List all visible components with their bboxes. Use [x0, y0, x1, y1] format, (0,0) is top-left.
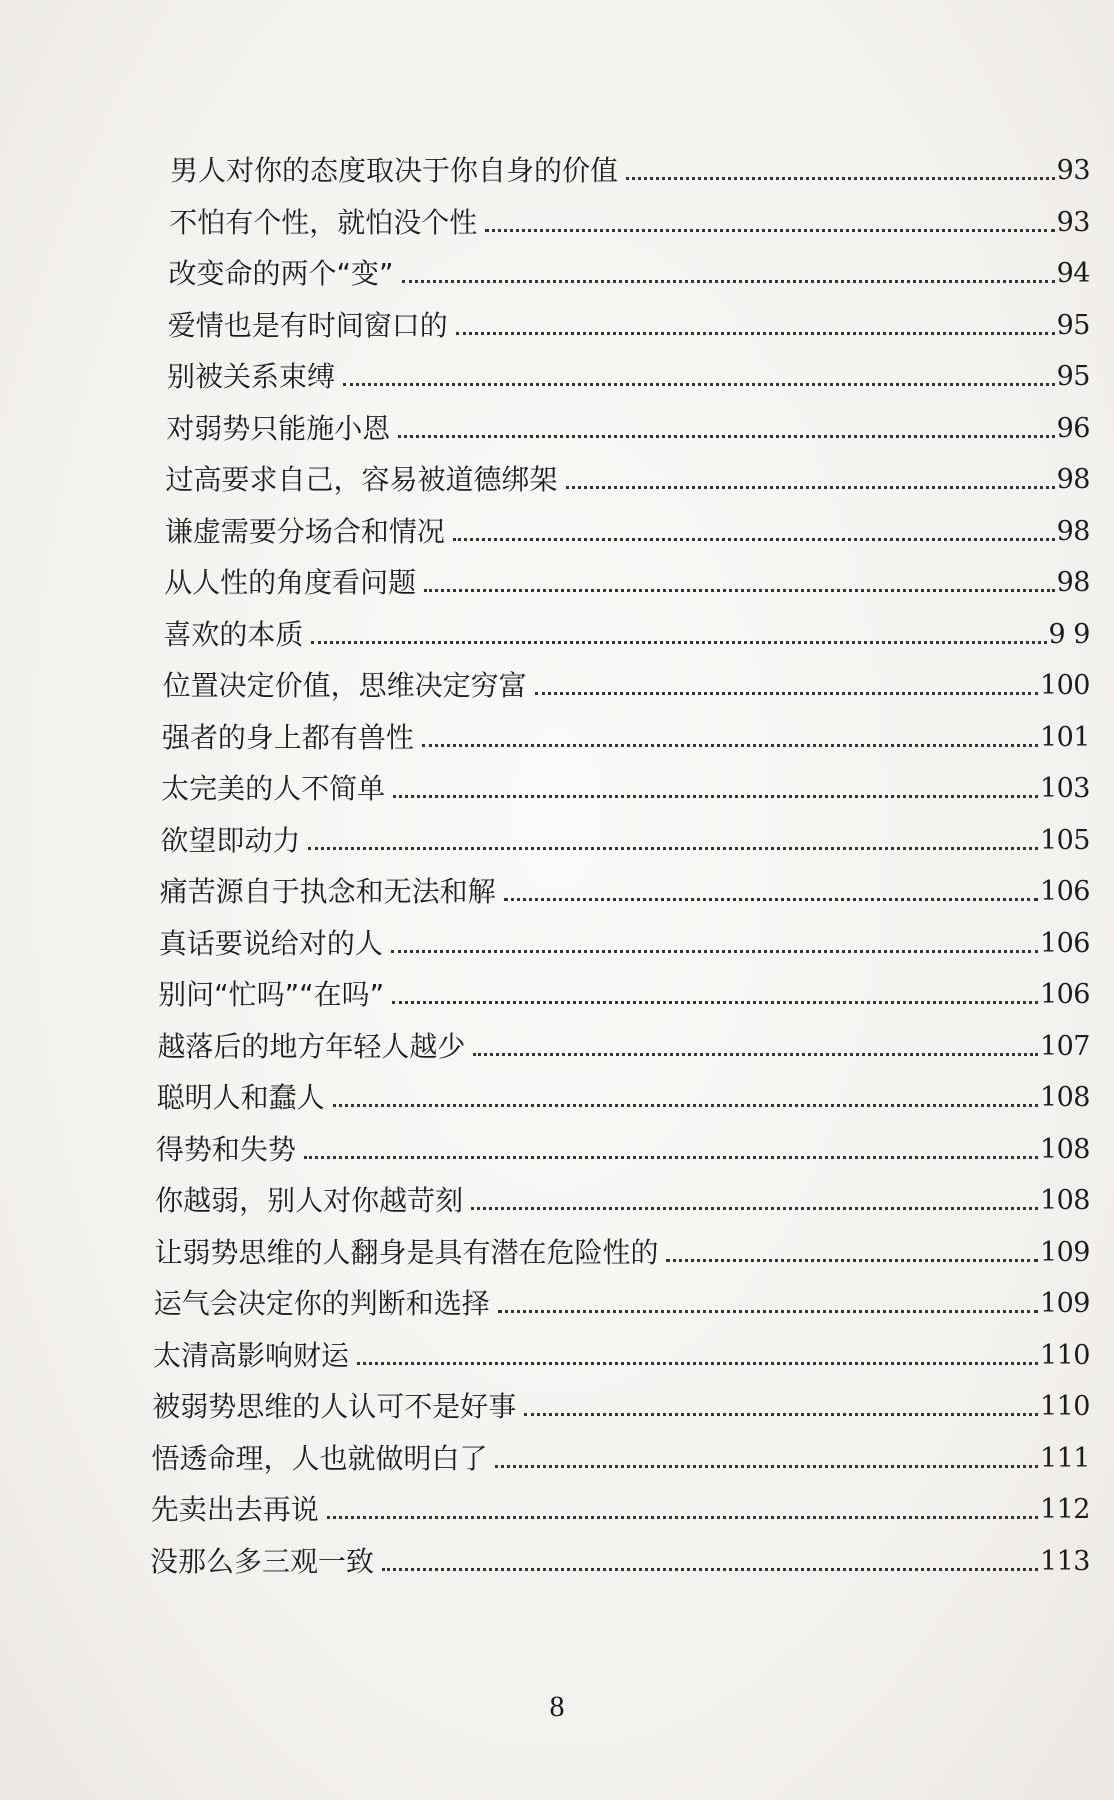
toc-entry-title: 爱情也是有时间窗口的 — [167, 308, 448, 342]
toc-entry — [151, 1484, 1090, 1528]
toc-entry-page: 111 — [1039, 1442, 1090, 1474]
toc-leader-dots — [535, 692, 1038, 695]
toc-entry-page: 113 — [1039, 1545, 1090, 1577]
toc-entry-page: 108 — [1039, 1133, 1090, 1165]
toc-leader-dots — [402, 280, 1055, 283]
toc-entry-title: 运气会决定你的判断和选择 — [153, 1287, 490, 1320]
toc-entry-title: 位置决定价值，思维决定穷富 — [162, 669, 527, 702]
toc-leader-dots — [308, 847, 1038, 850]
toc-entry — [165, 506, 1090, 550]
toc-entry-page: 100 — [1039, 670, 1090, 701]
toc-entry-title: 不怕有个性，就怕没个性 — [169, 205, 478, 239]
toc-leader-dots — [311, 641, 1046, 644]
toc-leader-dots — [343, 383, 1055, 386]
toc-entry-title: 你越弱，别人对你越苛刻 — [155, 1184, 464, 1217]
toc-entry-title: 没那么多三观一致 — [150, 1544, 375, 1578]
toc-entry-title: 真话要说给对的人 — [158, 926, 383, 960]
toc-entry-page: 105 — [1039, 824, 1090, 856]
toc-leader-dots — [626, 177, 1055, 180]
toc-entry — [155, 1175, 1090, 1219]
toc-entry-title: 对弱势只能施小恩 — [166, 411, 391, 445]
toc-entry-page: 98 — [1056, 464, 1090, 495]
toc-leader-dots — [327, 1516, 1038, 1519]
toc-entry-page: 98 — [1056, 515, 1090, 547]
toc-entry — [162, 712, 1090, 756]
toc-leader-dots — [456, 332, 1055, 335]
toc-entry — [161, 763, 1090, 807]
toc-entry-page: 98 — [1056, 567, 1090, 598]
toc-entry-title: 谦虚需要分场合和情况 — [164, 514, 445, 548]
toc-entry-title: 欲望即动力 — [160, 823, 301, 857]
toc-entry — [160, 815, 1090, 859]
toc-entry-page: 93 — [1056, 206, 1090, 238]
toc-entry-page: 110 — [1039, 1391, 1090, 1422]
toc-leader-dots — [424, 589, 1055, 592]
toc-leader-dots — [524, 1413, 1038, 1416]
toc-entry-title: 先卖出去再说 — [150, 1493, 319, 1526]
toc-entry — [170, 145, 1090, 189]
toc-entry-page: 109 — [1039, 1236, 1090, 1268]
toc-entry-title: 过高要求自己，容易被道德绑架 — [165, 463, 558, 496]
toc-entry — [157, 1021, 1090, 1065]
toc-entry-page: 9 9 — [1048, 618, 1090, 650]
toc-entry-page: 95 — [1056, 361, 1090, 392]
toc-leader-dots — [398, 435, 1054, 438]
toc-entry-page: 101 — [1039, 721, 1090, 753]
toc-leader-dots — [357, 1362, 1038, 1365]
toc-entry — [153, 1330, 1090, 1374]
toc-entry — [168, 300, 1090, 344]
toc-leader-dots — [566, 486, 1055, 489]
toc-entry — [163, 609, 1090, 653]
toc-entry-title: 改变命的两个“变” — [168, 257, 394, 290]
toc-entry-page: 112 — [1039, 1494, 1090, 1525]
toc-entry-page: 96 — [1056, 412, 1090, 444]
toc-entry-page: 95 — [1056, 309, 1090, 341]
toc-entry — [154, 1278, 1090, 1322]
toc-entry-page: 108 — [1039, 1185, 1090, 1216]
toc-leader-dots — [304, 1156, 1038, 1159]
toc-leader-dots — [422, 744, 1038, 747]
toc-entry — [154, 1227, 1090, 1271]
toc-entry-title: 太清高影响财运 — [152, 1338, 349, 1372]
toc-entry-page: 106 — [1039, 927, 1090, 959]
toc-entry — [159, 918, 1090, 962]
toc-entry — [158, 969, 1090, 1013]
toc-entry-title: 男人对你的态度取决于你自身的价值 — [170, 154, 619, 187]
toc-entry-title: 悟透命理，人也就做明白了 — [151, 1441, 488, 1475]
toc-entry-title: 喜欢的本质 — [163, 617, 304, 651]
toc-entry-title: 别问“忙吗”“在吗” — [158, 978, 385, 1011]
toc-entry — [169, 248, 1090, 292]
toc-entry — [160, 866, 1090, 910]
toc-leader-dots — [473, 1053, 1038, 1056]
toc-entry-title: 越落后的地方年轻人越少 — [157, 1029, 466, 1063]
toc-entry-page: 108 — [1039, 1082, 1090, 1113]
toc-entry — [169, 197, 1090, 241]
toc-entry — [150, 1536, 1090, 1580]
toc-entry-page: 110 — [1039, 1339, 1090, 1371]
toc-leader-dots — [498, 1310, 1038, 1313]
toc-entry-title: 让弱势思维的人翻身是具有潜在危险性的 — [154, 1235, 659, 1269]
toc-leader-dots — [382, 1568, 1038, 1571]
toc-leader-dots — [393, 795, 1038, 798]
toc-entry — [156, 1124, 1090, 1168]
toc-leader-dots — [333, 1104, 1038, 1107]
toc-entry-title: 太完美的人不简单 — [161, 772, 386, 805]
toc-entry — [152, 1381, 1090, 1425]
toc-entry — [157, 1072, 1090, 1116]
toc-leader-dots — [471, 1207, 1038, 1210]
toc-entry-page: 106 — [1039, 876, 1090, 907]
toc-entry — [163, 660, 1090, 704]
toc-entry — [167, 351, 1090, 395]
toc-entry — [151, 1433, 1090, 1477]
toc-entry-page: 109 — [1039, 1288, 1090, 1319]
toc-entry-page: 103 — [1039, 773, 1090, 804]
toc-entry-title: 得势和失势 — [155, 1132, 296, 1166]
toc-entry-title: 被弱势思维的人认可不是好事 — [152, 1390, 517, 1423]
toc-leader-dots — [485, 229, 1054, 232]
toc-entry — [164, 557, 1090, 601]
toc-leader-dots — [391, 950, 1038, 953]
toc-entry-page: 94 — [1056, 258, 1090, 289]
toc-leader-dots — [453, 538, 1055, 541]
toc-leader-dots — [666, 1259, 1037, 1262]
toc-leader-dots — [392, 1001, 1038, 1004]
toc-entry-title: 别被关系束缚 — [167, 360, 336, 393]
toc-entry-page: 107 — [1039, 1030, 1090, 1062]
toc-entry-title: 从人性的角度看问题 — [164, 566, 417, 599]
toc-leader-dots — [495, 1465, 1037, 1468]
toc-leader-dots — [504, 898, 1038, 901]
toc-entry-page: 106 — [1039, 979, 1090, 1010]
toc-entry-title: 聪明人和蠢人 — [156, 1081, 325, 1114]
page-number: 8 — [549, 1690, 565, 1723]
toc-entry-title: 痛苦源自于执念和无法和解 — [159, 875, 496, 908]
toc-entry-title: 强者的身上都有兽性 — [161, 720, 414, 754]
toc-entry — [166, 454, 1090, 498]
toc-entry-page: 93 — [1056, 155, 1090, 186]
toc-entry — [166, 403, 1090, 447]
